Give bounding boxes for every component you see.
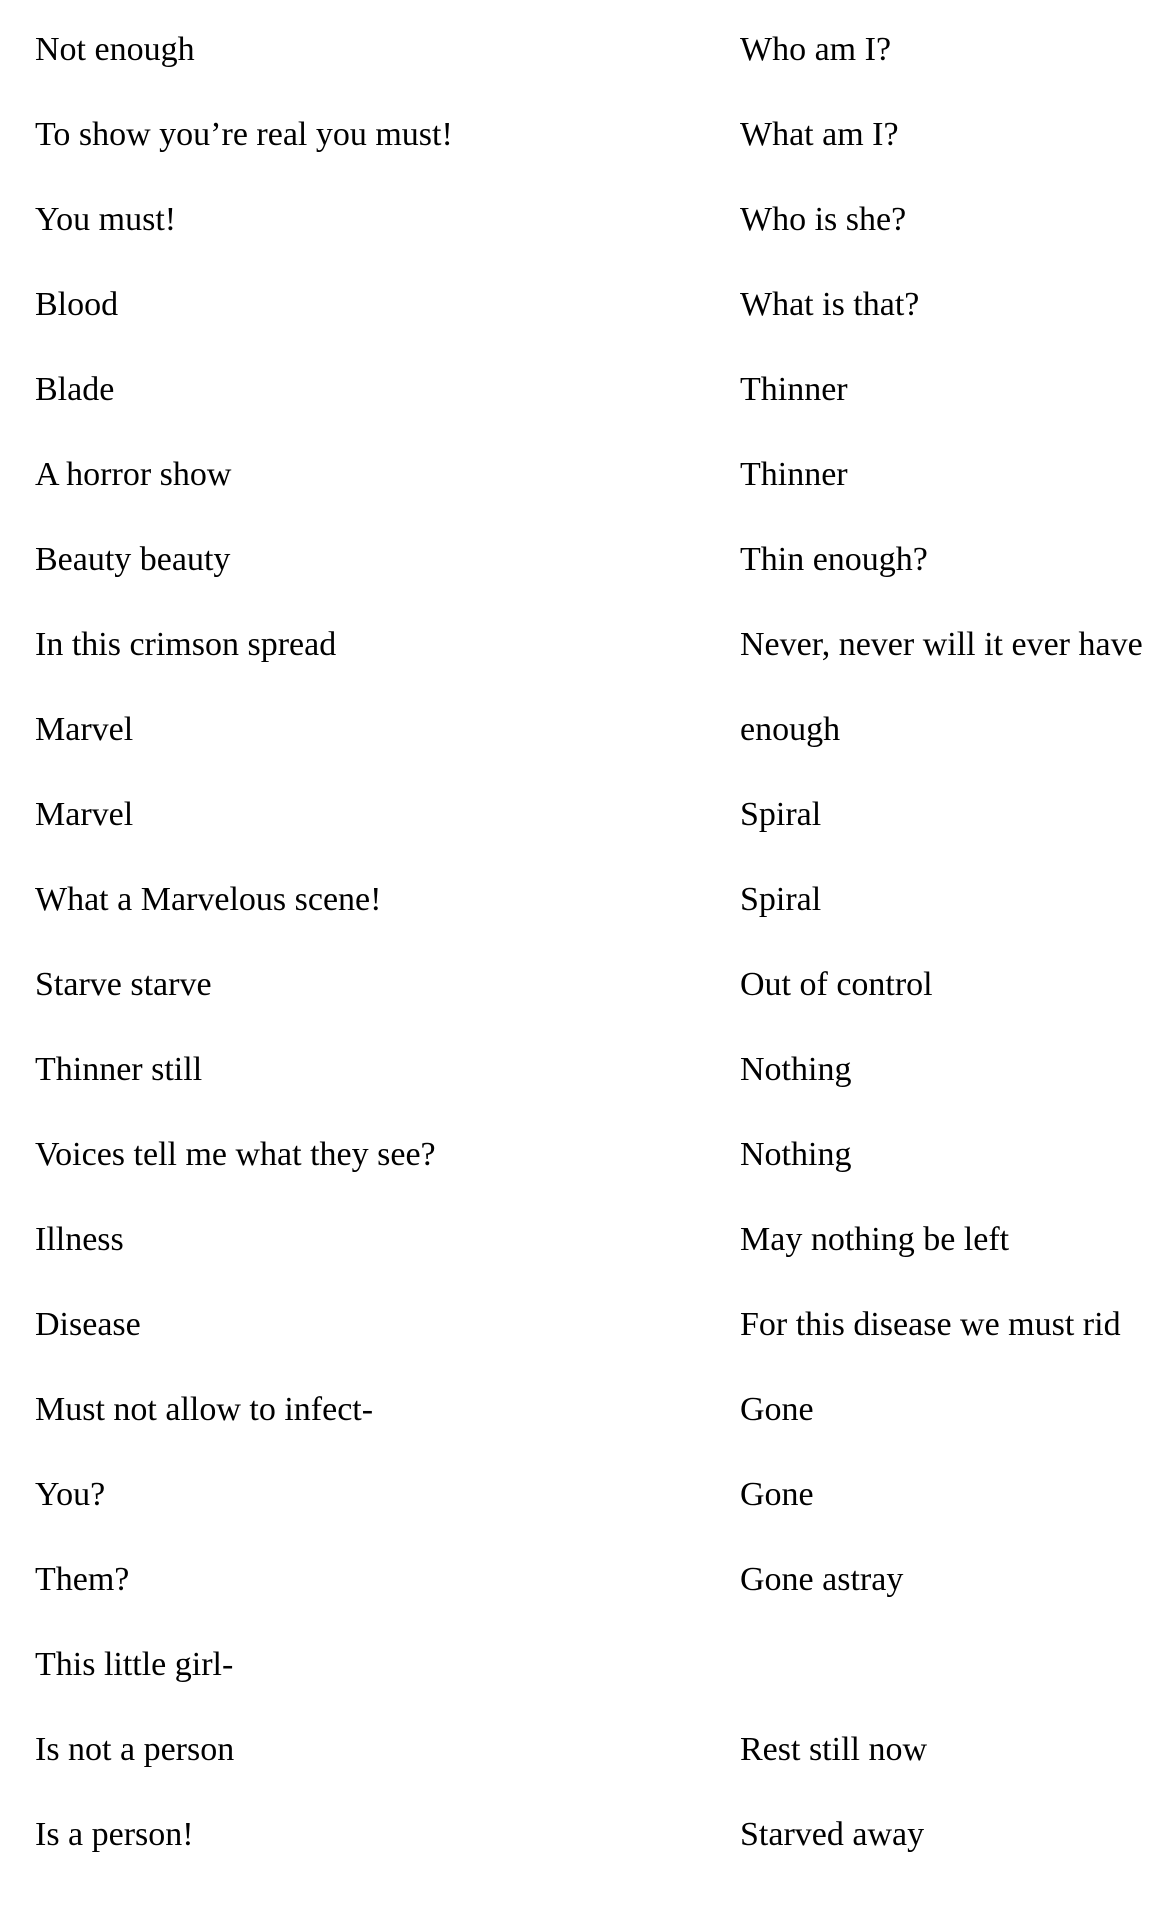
- poem-line: Is a person!: [35, 1816, 194, 1853]
- poem-line: Out of control: [740, 966, 933, 1003]
- poem-line: Nothing: [740, 1051, 852, 1088]
- poem-line: Marvel: [35, 796, 134, 833]
- poem-line: Marvel: [35, 711, 134, 748]
- poem-line: Starved away: [740, 1816, 925, 1853]
- poem-line: You?: [35, 1476, 106, 1513]
- poem-line: A horror show: [35, 456, 232, 493]
- poem-line: Voices tell me what they see?: [35, 1136, 436, 1173]
- poem-line: Thinner: [740, 456, 848, 493]
- poem-line: Gone astray: [740, 1561, 904, 1598]
- poem-line: Gone: [740, 1476, 814, 1513]
- poem-line: In this crimson spread: [35, 626, 337, 663]
- poem-line: Thinner still: [35, 1051, 203, 1088]
- poem-right-column: [740, 0, 1160, 1870]
- poem-line: What is that?: [740, 286, 920, 323]
- poem-line: To show you’re real you must!: [35, 116, 453, 153]
- poem-line-blank: [740, 1615, 1160, 1700]
- poem-line: What am I?: [740, 116, 899, 153]
- poem-line: Disease: [35, 1306, 141, 1343]
- poem-line: Spiral: [740, 881, 822, 918]
- poem-left-column: [35, 0, 695, 1870]
- poem-line: enough: [740, 711, 841, 748]
- poem-line: What a Marvelous scene!: [35, 881, 382, 918]
- poem-line: This little girl-: [35, 1646, 234, 1683]
- poem-line: Thinner: [740, 371, 848, 408]
- poem-line: For this disease we must rid: [740, 1306, 1121, 1343]
- poem-line: Who is she?: [740, 201, 907, 238]
- poem-line: Nothing: [740, 1136, 852, 1173]
- poem-line: Not enough: [35, 31, 195, 68]
- poem-line: You must!: [35, 201, 177, 238]
- poem-line: Must not allow to infect-: [35, 1391, 374, 1428]
- poem-line: Them?: [35, 1561, 130, 1598]
- poem-line: Never, never will it ever have: [740, 626, 1143, 663]
- poem-line: Spiral: [740, 796, 822, 833]
- poem-line: Starve starve: [35, 966, 212, 1003]
- poem-line: Thin enough?: [740, 541, 928, 578]
- poem-line: Beauty beauty: [35, 541, 231, 578]
- poem-line: Is not a person: [35, 1731, 235, 1768]
- poem-line: Blood: [35, 286, 119, 323]
- poem-line: Illness: [35, 1221, 124, 1258]
- poem-line: May nothing be left: [740, 1221, 1010, 1258]
- poem-line: Gone: [740, 1391, 814, 1428]
- poem-line: Rest still now: [740, 1731, 928, 1768]
- poem-line: Blade: [35, 371, 115, 408]
- poem-line: Who am I?: [740, 31, 892, 68]
